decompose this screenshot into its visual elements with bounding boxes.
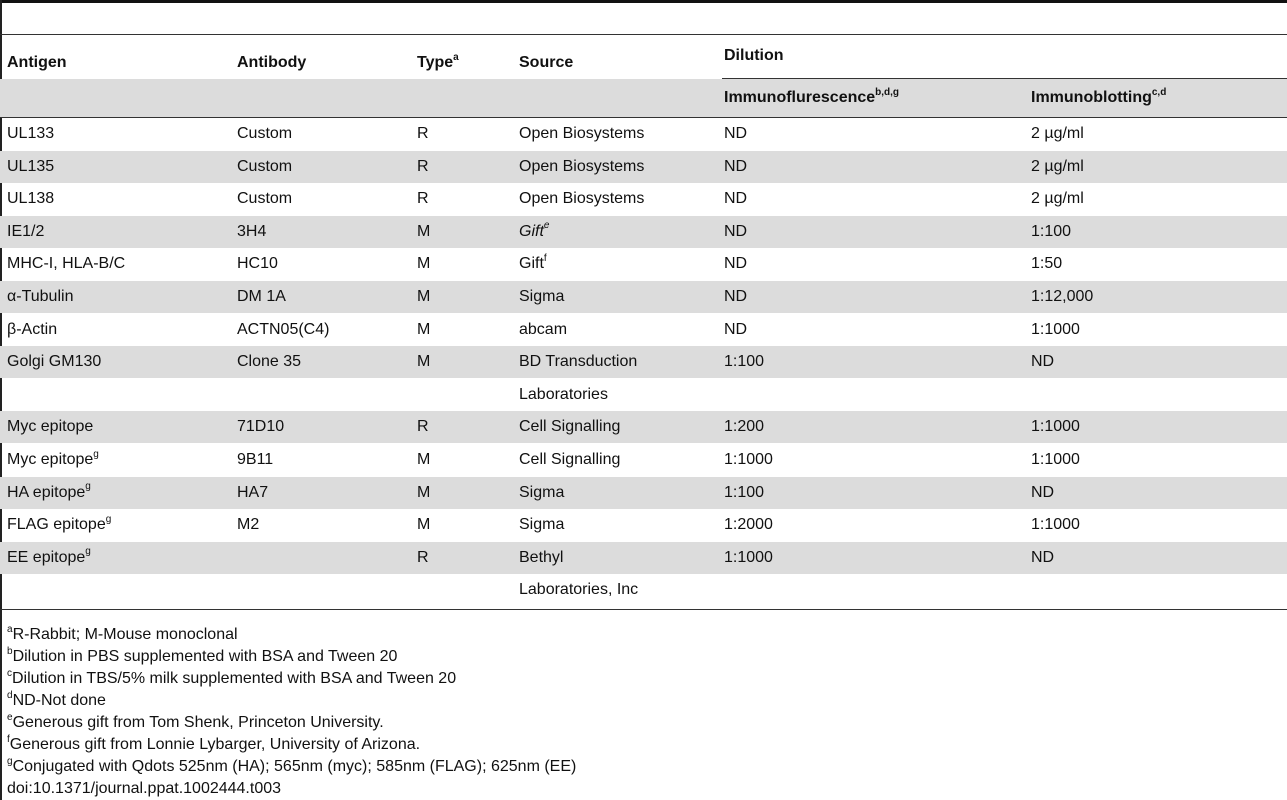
table-row — [0, 379, 1287, 411]
cell-ib: 1:1000 — [1031, 516, 1080, 534]
table-row — [0, 444, 1287, 476]
cell-source: Gift$^f$ — [519, 253, 547, 273]
cell-ib: 1:100 — [1031, 222, 1072, 240]
cell-type: M — [417, 483, 431, 501]
cell-if: 1:200 — [724, 418, 765, 436]
cell-if: ND — [724, 288, 748, 305]
cell-antibody: M2 — [237, 516, 260, 534]
cell-antigen: Myc epitope — [7, 418, 94, 436]
table-row — [0, 216, 1287, 248]
cell-if: ND — [724, 125, 748, 142]
cell-type: M — [417, 222, 431, 240]
cell-if: 1:2000 — [724, 516, 773, 534]
footnote-f: $^f$Generous gift from Lonnie Lybarger, University of Arizona. — [7, 733, 421, 753]
cell-source: Sigma — [519, 516, 565, 534]
cell-antigen: β-Actin — [7, 320, 58, 338]
footnote-e: $^e$Generous gift from Tom Shenk, Princeton University. — [7, 711, 384, 731]
cell-antigen: MHC-I, HLA-B/C — [7, 255, 126, 273]
cell-antibody: DM 1A — [237, 288, 286, 305]
cell-antigen: EE epitope$^g$ — [7, 546, 91, 566]
header-immunoblotting: Immunoblotting$^{c,d}$ — [1031, 86, 1167, 106]
cell-antigen: UL138 — [7, 190, 55, 208]
cell-antibody: Clone 35 — [237, 353, 302, 371]
footnotes — [7, 624, 576, 800]
cell-if: 1:100 — [724, 483, 765, 501]
cell-type: R — [417, 548, 429, 566]
cell-antigen: UL135 — [7, 157, 55, 175]
cell-source: abcam — [519, 320, 568, 338]
cell-if: 1:100 — [724, 353, 765, 371]
cell-type: M — [417, 516, 431, 534]
footnote-a: $^a$R-Rabbit; M-Mouse monoclonal — [7, 623, 238, 643]
cell-ib: 1:1000 — [1031, 451, 1080, 468]
cell-source: Sigma — [519, 288, 565, 305]
cell-if: 1:1000 — [724, 451, 773, 468]
cell-source: Laboratories, Inc — [519, 581, 639, 599]
cell-if: ND — [724, 320, 748, 338]
header-antibody: Antibody — [237, 54, 307, 71]
cell-type: M — [417, 255, 431, 273]
cell-source: Laboratories — [519, 385, 608, 403]
cell-antibody: HA7 — [237, 483, 269, 501]
cell-type: M — [417, 288, 431, 305]
cell-ib: 2 µg/ml — [1031, 125, 1084, 142]
cell-antigen: UL133 — [7, 125, 55, 142]
cell-ib: 1:12,000 — [1031, 288, 1094, 305]
header-immunofluorescence: Immunoflurescence$^{b,d,g}$ — [724, 86, 900, 106]
header-dilution: Dilution — [724, 47, 784, 64]
cell-ib: 2 µg/ml — [1031, 157, 1084, 175]
cell-ib: ND — [1031, 483, 1055, 501]
cell-source: BD Transduction — [519, 353, 638, 371]
cell-antigen: FLAG epitope$^g$ — [7, 513, 112, 534]
cell-type: R — [417, 157, 429, 175]
cell-source: Cell Signalling — [519, 418, 621, 436]
footnote-c: $^c$Dilution in TBS/5% milk supplemented with BSA and Tween 20 — [7, 667, 457, 687]
header-top-rule — [0, 34, 1287, 35]
table-row — [0, 411, 1287, 443]
table-row — [0, 477, 1287, 509]
cell-type: M — [417, 320, 431, 338]
cell-antibody: 3H4 — [237, 222, 267, 240]
table-row — [0, 346, 1287, 378]
cell-source: Bethyl — [519, 548, 564, 566]
cell-ib: 1:1000 — [1031, 320, 1080, 338]
cell-source: Gift$^e$ — [519, 220, 550, 240]
table-row — [0, 542, 1287, 574]
cell-source: Sigma — [519, 483, 565, 501]
cell-type: R — [417, 190, 429, 208]
cell-type: R — [417, 418, 429, 436]
cell-antibody: Custom — [237, 125, 293, 142]
top-rule — [0, 0, 1287, 3]
cell-type: M — [417, 451, 431, 468]
cell-antigen: Myc epitope$^g$ — [7, 448, 99, 468]
table-row — [0, 314, 1287, 346]
cell-antigen: HA epitope$^g$ — [7, 481, 91, 501]
cell-ib: ND — [1031, 548, 1055, 566]
cell-if: ND — [724, 255, 748, 273]
cell-antibody: ACTN05(C4) — [237, 320, 330, 338]
cell-if: ND — [724, 157, 748, 175]
table-row — [0, 248, 1287, 280]
cell-antigen: IE1/2 — [7, 222, 45, 240]
cell-source: Open Biosystems — [519, 125, 645, 142]
header-type: Type$^a$ — [417, 51, 459, 71]
cell-antibody: 71D10 — [237, 418, 285, 436]
cell-if: ND — [724, 222, 748, 240]
cell-antigen: α-Tubulin — [7, 288, 74, 305]
footnote-g: $^g$Conjugated with Qdots 525nm (HA); 565nm (myc); 585nm (FLAG); 625nm (EE) — [7, 755, 577, 775]
cell-if: ND — [724, 190, 748, 208]
footnote-b: $^b$Dilution in PBS supplemented with BSA and Tween 20 — [7, 645, 398, 665]
header-antigen: Antigen — [7, 54, 67, 71]
cell-antibody: HC10 — [237, 255, 278, 273]
doi-line: doi:10.1371/journal.ppat.1002444.t003 — [7, 780, 282, 797]
cell-antibody: Custom — [237, 157, 293, 175]
cell-ib: 1:50 — [1031, 255, 1063, 273]
cell-if: 1:1000 — [724, 548, 773, 566]
footnote-d: $^d$ND-Not done — [7, 689, 106, 709]
cell-source: Cell Signalling — [519, 451, 621, 468]
cell-ib: ND — [1031, 353, 1055, 371]
table-row — [0, 281, 1287, 313]
cell-source: Open Biosystems — [519, 190, 645, 208]
cell-source: Open Biosystems — [519, 157, 645, 175]
cell-ib: 2 µg/ml — [1031, 190, 1084, 208]
cell-type: M — [417, 353, 431, 371]
cell-ib: 1:1000 — [1031, 418, 1080, 436]
table-row — [0, 574, 1287, 606]
cell-antibody: Custom — [237, 190, 293, 208]
cell-type: R — [417, 125, 429, 142]
header-source: Source — [519, 54, 574, 71]
table-bottom-rule — [0, 609, 1287, 610]
cell-antigen: Golgi GM130 — [7, 353, 102, 371]
table-row — [0, 509, 1287, 541]
cell-antibody: 9B11 — [237, 451, 274, 468]
